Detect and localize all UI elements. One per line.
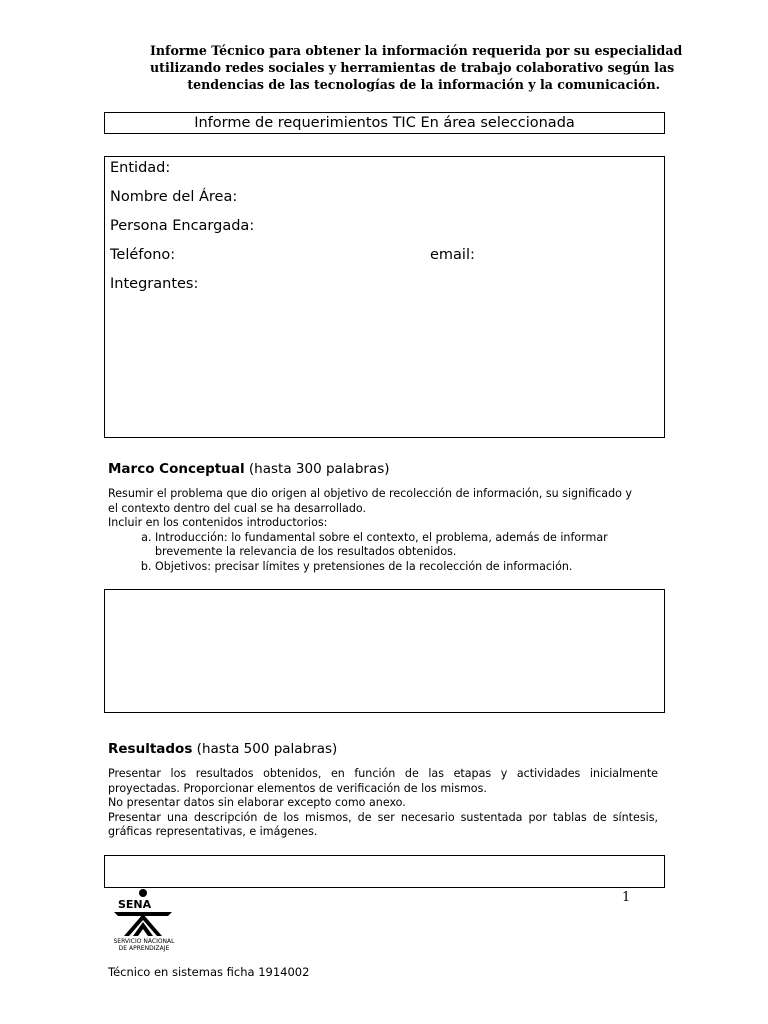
marco-limit: (hasta 300 palabras) [248,461,390,477]
persona-encargada-label: Persona Encargada: [110,218,255,234]
header-line-3: tendencias de las tecnologías de la información y la comunicación. [187,77,660,92]
marco-paragraph-2: el contexto dentro del cual se ha desarrollado. [108,501,366,515]
footer-text: Técnico en sistemas ficha 1914002 [108,965,310,979]
resultados-instructions [108,767,658,840]
resultados-heading [108,741,337,757]
resultados-paragraph-1: Presentar los resultados obtenidos, en función de las etapas y actividades inicialmente proyectadas. Proporcionar elementos de verificación de los mismos. [108,767,658,795]
logo-caption-line-2: DE APRENDIZAJE [118,945,170,952]
logo-caption-line-1: SERVICIO NACIONAL [113,938,175,945]
marco-list [108,531,630,575]
resultados-answer-box[interactable] [104,855,665,888]
document-header [150,42,683,93]
marco-conceptual-heading [108,461,390,477]
telefono-label: Teléfono: [110,247,176,263]
page-number: 1 [622,890,631,905]
sena-logo-text: SENA [118,898,152,911]
email-label: email: [430,247,475,263]
marco-instructions [108,487,658,575]
header-line-2: utilizando redes sociales y herramientas de trabajo colaborativo según las [150,60,675,75]
resultados-paragraph-2: No presentar datos sin elaborar excepto como anexo. [108,796,406,810]
header-line-1: Informe Técnico para obtener la información requerida por su especialidad [150,43,683,58]
form-title-box: Informe de requerimientos TIC En área seleccionada [104,112,665,134]
resultados-paragraph-3: Presentar una descripción de los mismos, de ser necesario sustentada por tablas de síntesis, gráficas representativas, e imágenes. [108,810,658,839]
marco-list-item-b: b. Objetivos: precisar límites y pretensiones de la recolección de información. [155,560,630,575]
marco-paragraph-1: Resumir el problema que dio origen al objetivo de recolección de información, su significado y [108,487,632,500]
entidad-label: Entidad: [110,160,171,176]
marco-list-item-a: a. Introducción: lo fundamental sobre el contexto, el problema, además de informar brevemente la relevancia de los resultados obtenidos. [155,531,630,560]
entity-info-box [104,156,665,438]
resultados-limit: (hasta 500 palabras) [196,741,338,757]
marco-answer-box[interactable] [104,589,665,713]
marco-paragraph-3: Incluir en los contenidos introductorios: [108,516,328,530]
integrantes-label: Integrantes: [110,276,199,292]
marco-title: Marco Conceptual [108,461,245,477]
resultados-title: Resultados [108,741,193,757]
nombre-area-label: Nombre del Área: [110,189,238,205]
sena-logo-caption [108,938,180,952]
